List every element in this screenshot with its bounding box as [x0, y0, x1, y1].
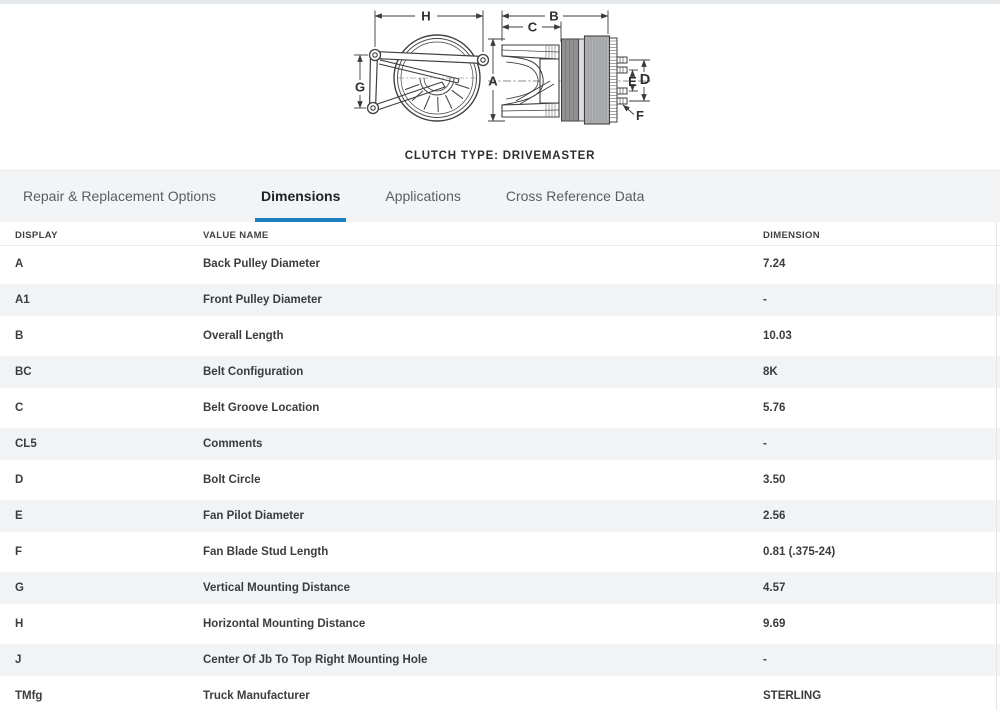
row-value-name: Comments: [203, 438, 263, 450]
row-dimension: 3.50: [763, 474, 786, 486]
table-row: [0, 354, 1000, 390]
table-header-row: [0, 222, 1000, 246]
row-dimension: -: [763, 654, 767, 666]
column-header-dimension: DIMENSION: [763, 229, 820, 241]
dim-label-d: D: [639, 72, 651, 88]
row-dimension: 7.24: [763, 258, 786, 270]
row-value-name: Belt Configuration: [203, 366, 304, 378]
row-display-code: A: [15, 258, 24, 270]
row-display-code: E: [15, 510, 23, 522]
table-row: [0, 246, 1000, 282]
row-display-code: F: [15, 546, 23, 558]
table-row: [0, 498, 1000, 534]
tab-applications[interactable]: Applications: [385, 188, 461, 204]
row-display-code: G: [15, 582, 24, 594]
row-display-code: B: [15, 330, 24, 342]
row-value-name: Vertical Mounting Distance: [203, 582, 350, 594]
table-row: [0, 462, 1000, 498]
tab-bar: [0, 170, 1000, 222]
row-dimension: 10.03: [763, 330, 792, 342]
table-row: [0, 534, 1000, 570]
row-dimension: 4.57: [763, 582, 786, 594]
table-row: [0, 426, 1000, 462]
row-value-name: Fan Blade Stud Length: [203, 546, 329, 558]
row-dimension: 8K: [763, 366, 778, 378]
row-value-name: Horizontal Mounting Distance: [203, 618, 366, 630]
product-diagram-section: [0, 4, 1000, 170]
row-display-code: D: [15, 474, 24, 486]
tab-repair-replacement-options[interactable]: Repair & Replacement Options: [23, 188, 216, 204]
table-row: [0, 318, 1000, 354]
clutch-technical-drawing: [0, 4, 1000, 170]
dim-label-h: H: [421, 8, 431, 24]
row-display-code: BC: [15, 366, 32, 378]
row-dimension: -: [763, 294, 767, 306]
row-value-name: Back Pulley Diameter: [203, 258, 320, 270]
front-view: [368, 35, 489, 121]
row-display-code: C: [15, 402, 24, 414]
row-display-code: H: [15, 618, 24, 630]
row-dimension: -: [763, 438, 767, 450]
column-header-display: DISPLAY: [15, 229, 58, 241]
dim-label-c: C: [527, 19, 538, 35]
row-value-name: Bolt Circle: [203, 474, 261, 486]
table-row: [0, 282, 1000, 318]
row-value-name: Overall Length: [203, 330, 284, 342]
dim-label-g: G: [354, 79, 366, 95]
row-dimension: 2.56: [763, 510, 786, 522]
row-dimension: 9.69: [763, 618, 786, 630]
row-display-code: TMfg: [15, 690, 43, 702]
table-row: [0, 678, 1000, 714]
dimensions-table-body: [0, 246, 1000, 714]
column-header-value-name: VALUE NAME: [203, 229, 269, 241]
row-dimension: 5.76: [763, 402, 786, 414]
row-dimension: 0.81 (.375-24): [763, 546, 836, 558]
clutch-type-caption: CLUTCH TYPE: DRIVEMASTER: [404, 150, 596, 162]
row-display-code: CL5: [15, 438, 37, 450]
tab-dimensions[interactable]: Dimensions: [261, 171, 340, 222]
row-value-name: Center Of Jb To Top Right Mounting Hole: [203, 654, 428, 666]
right-edge-divider: [996, 222, 997, 710]
row-dimension: STERLING: [763, 690, 822, 702]
tab-cross-reference-data[interactable]: Cross Reference Data: [505, 188, 645, 204]
dim-label-a: A: [488, 73, 498, 89]
dim-label-e: E: [628, 74, 637, 89]
row-display-code: J: [15, 654, 22, 666]
row-value-name: Belt Groove Location: [203, 402, 320, 414]
table-row: [0, 606, 1000, 642]
row-value-name: Truck Manufacturer: [203, 690, 310, 702]
table-row: [0, 642, 1000, 678]
row-value-name: Fan Pilot Diameter: [203, 510, 304, 522]
dim-label-b: B: [549, 8, 559, 24]
row-display-code: A1: [15, 294, 30, 306]
dim-label-f: F: [636, 108, 644, 123]
table-row: [0, 390, 1000, 426]
row-value-name: Front Pulley Diameter: [203, 294, 322, 306]
table-row: [0, 570, 1000, 606]
